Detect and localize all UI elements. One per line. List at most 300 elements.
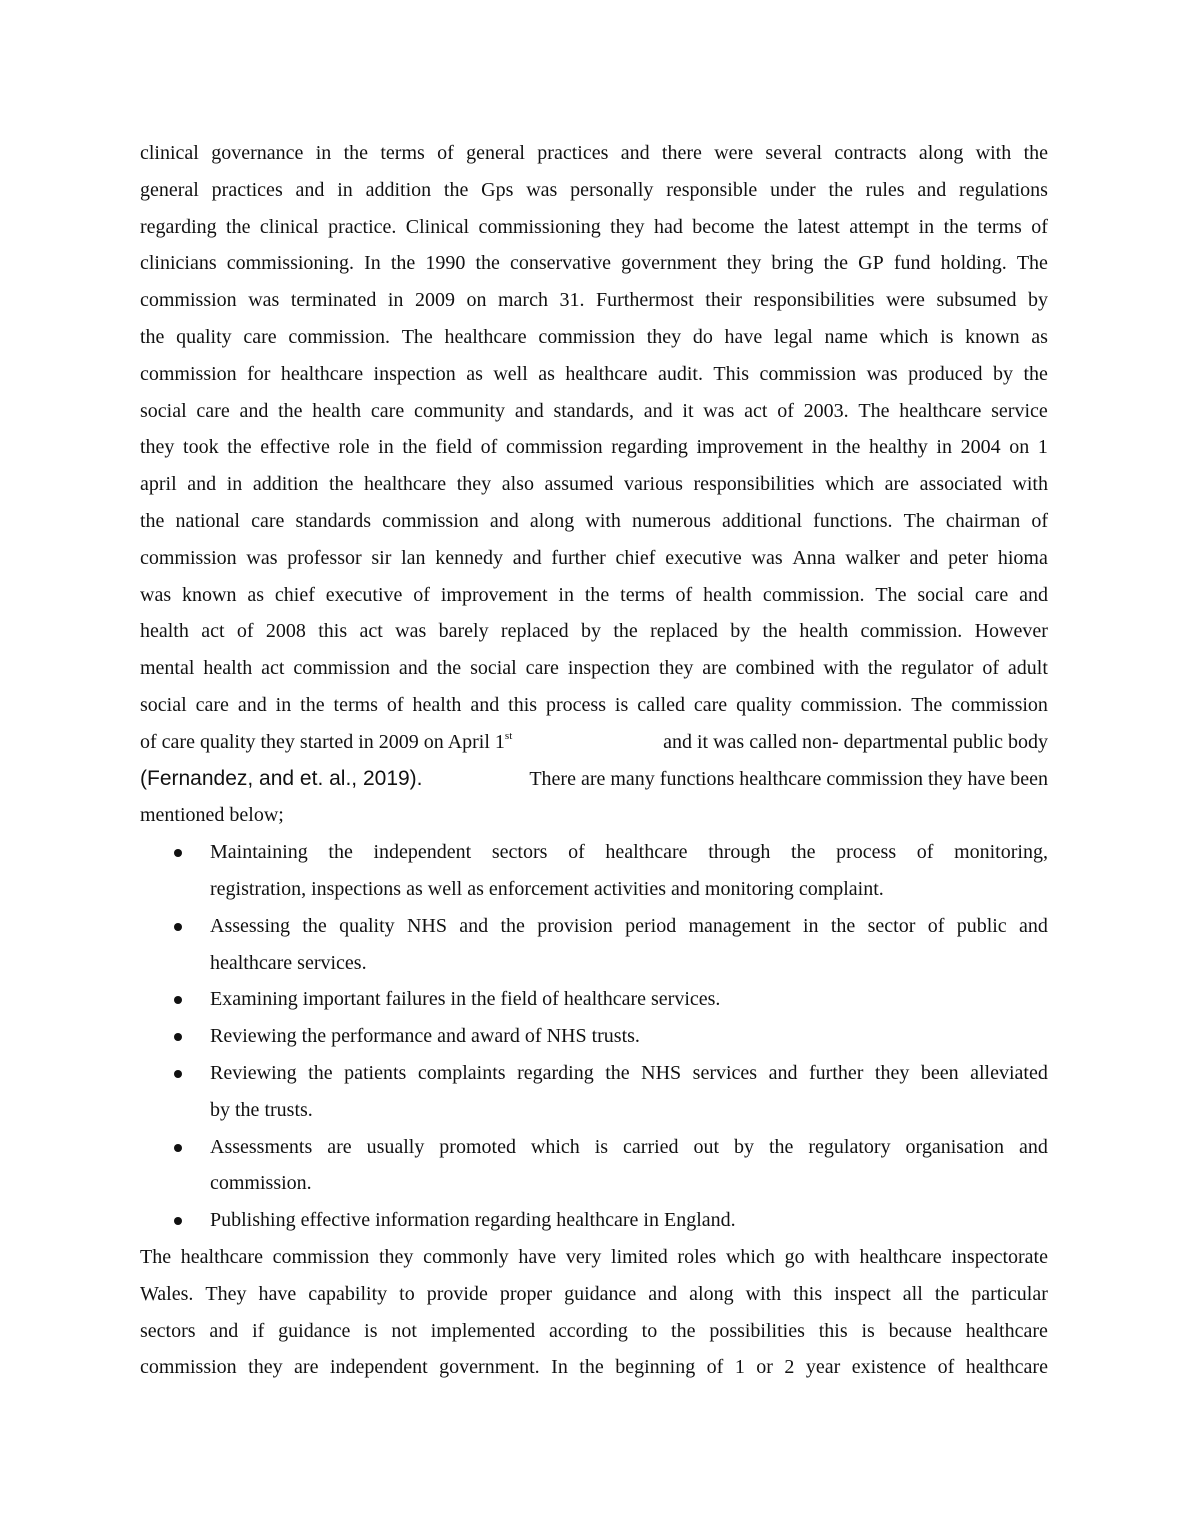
word: or <box>756 1356 773 1379</box>
word: this <box>508 693 538 716</box>
word: audit. <box>657 362 703 385</box>
word: of <box>524 1025 542 1048</box>
word: contracts <box>834 142 907 164</box>
bullet-item <box>140 834 1048 908</box>
word: in <box>275 693 292 716</box>
word: in <box>643 1209 659 1232</box>
word: was <box>395 620 427 643</box>
word: commission. <box>762 583 865 606</box>
word: act <box>201 620 225 643</box>
word: organisation <box>905 1135 1005 1158</box>
bullet-dot-icon <box>174 849 182 857</box>
word: for <box>247 362 271 385</box>
word: The <box>911 693 943 716</box>
word: commissioning <box>478 215 601 238</box>
word: which <box>725 1245 775 1268</box>
word: healthcare <box>563 988 647 1011</box>
word: performance <box>331 1025 433 1048</box>
text-line <box>140 282 1048 319</box>
word: sector <box>867 914 916 937</box>
word: is <box>614 693 629 716</box>
word: in <box>558 583 574 606</box>
word: of <box>675 583 693 606</box>
word: and <box>459 914 489 937</box>
word: clinicians <box>140 252 217 275</box>
word: was <box>246 546 278 569</box>
word: practice. <box>328 215 397 238</box>
bullet-dot-icon <box>174 1144 182 1152</box>
word: 1 <box>1037 436 1048 459</box>
word: care <box>243 325 277 348</box>
word: the <box>823 252 849 275</box>
word: there <box>661 142 702 164</box>
word: combined <box>735 657 815 680</box>
word: terms <box>333 693 378 716</box>
text-line <box>140 1276 1048 1313</box>
text-line <box>140 1349 1048 1386</box>
word: attempt <box>849 215 910 238</box>
word: with <box>585 509 621 532</box>
word: governance <box>211 142 304 164</box>
word: Maintaining <box>210 841 308 864</box>
word: the <box>443 178 469 201</box>
word: commission <box>272 1245 370 1268</box>
word: 1990 <box>425 252 466 275</box>
word: the <box>943 215 969 238</box>
word: practices <box>211 178 283 201</box>
word: commission. <box>288 325 391 348</box>
word: The <box>140 1245 172 1268</box>
word: the <box>762 620 787 643</box>
word: of <box>413 583 430 606</box>
word: they <box>379 1245 414 1268</box>
word: responsibilities <box>693 473 815 496</box>
text-line <box>140 429 1048 466</box>
word: the <box>1023 142 1048 164</box>
word: of <box>937 1356 955 1379</box>
word: healthcare <box>444 325 527 348</box>
word: In <box>364 252 381 275</box>
word: The <box>858 399 890 422</box>
text-line <box>210 834 1048 871</box>
word: usually <box>366 1135 425 1158</box>
word: had <box>653 215 683 238</box>
word: commission. <box>210 1172 312 1195</box>
word: holding. <box>940 252 1007 275</box>
word: healthcare <box>859 1245 942 1268</box>
word: and <box>1019 914 1048 937</box>
bullet-item <box>140 1202 1048 1239</box>
word: regulator <box>901 657 974 680</box>
word: was <box>703 399 735 422</box>
word: well <box>427 877 463 900</box>
word: and <box>1018 1135 1048 1158</box>
word: with <box>823 657 859 680</box>
word: is <box>364 1319 378 1342</box>
word: are <box>294 1356 319 1379</box>
word: healthcare <box>210 951 293 974</box>
word: in <box>918 215 935 238</box>
word: their <box>705 289 742 312</box>
word: not <box>391 1319 417 1342</box>
bullet-dot-icon <box>174 996 182 1004</box>
word: in <box>387 289 404 312</box>
word: the <box>613 620 638 643</box>
word: the <box>475 252 500 275</box>
word: of <box>480 436 498 459</box>
word: monitoring, <box>954 841 1048 864</box>
word: of <box>706 1356 724 1379</box>
word: which <box>825 473 875 496</box>
word: registration, <box>210 877 307 900</box>
word: Reviewing <box>210 1061 297 1084</box>
word: was <box>526 178 558 201</box>
word: they <box>646 325 682 348</box>
word: by <box>1027 289 1048 312</box>
word: the <box>140 325 165 348</box>
word: However <box>974 620 1048 643</box>
word: was <box>140 583 172 606</box>
word: regulatory <box>808 1135 891 1158</box>
word: services. <box>297 951 367 974</box>
word: process <box>836 841 897 864</box>
word: inspect <box>834 1282 891 1305</box>
word: of <box>437 142 454 164</box>
word: independent <box>373 841 472 864</box>
word: role <box>338 436 370 459</box>
word: and <box>295 178 325 201</box>
word: proper <box>499 1282 553 1305</box>
text-line <box>140 356 1048 393</box>
text-line <box>140 172 1048 209</box>
word: inspection <box>373 362 456 385</box>
word: through <box>708 841 771 864</box>
word: which <box>530 1135 580 1158</box>
word: GP <box>858 252 884 275</box>
word: roles <box>677 1245 717 1268</box>
word: the <box>768 1135 794 1158</box>
text-line <box>140 687 1048 724</box>
word: chief <box>274 583 315 606</box>
word: healthcare <box>363 473 447 496</box>
word: the <box>867 657 893 680</box>
word: care <box>370 399 405 422</box>
word: the <box>308 1061 333 1084</box>
word: 2009 <box>414 289 455 312</box>
word: process <box>546 693 606 716</box>
word: regarding <box>611 436 688 459</box>
word: well <box>493 362 528 385</box>
word: sectors <box>140 1319 196 1342</box>
word: improvement <box>696 436 804 459</box>
text-line <box>140 209 1048 246</box>
word: government. <box>439 1356 540 1379</box>
word: they <box>874 1061 910 1084</box>
word: England. <box>663 1209 736 1232</box>
word: numerous <box>632 509 711 532</box>
word: on <box>466 289 487 312</box>
word: practices <box>537 142 609 164</box>
word: with <box>745 1282 782 1305</box>
word: this <box>793 1282 823 1305</box>
word: commission <box>505 436 603 459</box>
text-line <box>140 577 1048 614</box>
text-line <box>210 908 1048 945</box>
word: 2008 <box>265 620 306 643</box>
word: the <box>1023 362 1048 385</box>
word: barely <box>438 620 489 643</box>
text-segment: There are many functions healthcare commission they have been <box>529 767 1048 790</box>
word: regarding <box>474 1209 552 1232</box>
word: act <box>261 657 285 680</box>
word: care <box>525 657 559 680</box>
word: health <box>703 583 752 606</box>
word: by <box>581 620 601 643</box>
word: and <box>909 546 939 569</box>
word: and <box>671 877 700 900</box>
word: addition <box>252 473 319 496</box>
word: in <box>315 142 332 164</box>
word: was <box>751 546 783 569</box>
word: walker <box>845 546 900 569</box>
word: and <box>512 546 542 569</box>
word: were <box>886 289 925 312</box>
bullet-item <box>140 1129 1048 1203</box>
word: been <box>920 1061 959 1084</box>
word: the <box>828 178 853 201</box>
word: act <box>744 399 768 422</box>
word: regulations <box>959 178 1048 201</box>
word: with <box>814 1245 850 1268</box>
word: this <box>318 620 348 643</box>
text-line <box>210 945 1048 982</box>
word: government <box>621 252 717 275</box>
word: the <box>830 914 856 937</box>
word: Examining <box>210 988 298 1011</box>
word: produced <box>908 362 983 385</box>
word: they <box>140 436 175 459</box>
text-line <box>140 1313 1048 1350</box>
word: and <box>470 693 500 716</box>
word: The <box>1016 252 1048 275</box>
word: The <box>401 325 433 348</box>
word: the <box>835 436 861 459</box>
word: was <box>866 362 898 385</box>
word: by <box>730 620 751 643</box>
word: commission <box>951 693 1048 716</box>
word: existence <box>851 1356 927 1379</box>
word: commission <box>140 1356 237 1379</box>
word: commonly <box>423 1245 509 1268</box>
word: they <box>658 657 694 680</box>
word: the <box>584 583 610 606</box>
word: terminated <box>290 289 377 312</box>
text-segment: and it was called non- departmental public body <box>663 730 1048 753</box>
word: terms <box>380 142 425 164</box>
word: regarding <box>517 1061 594 1084</box>
word: Publishing <box>210 1209 296 1232</box>
word: in <box>378 436 394 459</box>
word: mental <box>140 657 195 680</box>
word: 2 <box>784 1356 795 1379</box>
word: The <box>903 509 935 532</box>
word: NHS <box>641 1061 682 1084</box>
word: management <box>688 914 791 937</box>
word: terms <box>620 583 665 606</box>
word: health <box>799 620 849 643</box>
word: the <box>436 657 462 680</box>
word: of <box>916 841 934 864</box>
word: the <box>328 473 354 496</box>
word: the <box>791 841 816 864</box>
text-line-mentioned <box>140 797 1048 834</box>
word: and <box>187 473 217 496</box>
word: social <box>470 657 517 680</box>
word: and <box>1019 583 1048 606</box>
word: commission <box>140 289 237 312</box>
text-line-april <box>140 724 1048 761</box>
word: the <box>671 1319 696 1342</box>
word: the <box>235 1098 260 1121</box>
word: trusts. <box>264 1098 313 1121</box>
word: of <box>542 988 559 1011</box>
word: provide <box>426 1282 488 1305</box>
word: healthcare <box>605 841 688 864</box>
word: commissioning. <box>226 252 354 275</box>
word: clinical <box>140 142 199 164</box>
word: healthcare <box>965 1356 1048 1379</box>
word: health <box>412 693 462 716</box>
word: replaced <box>500 620 569 643</box>
word: health <box>312 399 362 422</box>
word: of <box>1031 509 1048 532</box>
word: in <box>337 178 353 201</box>
word: they <box>610 215 645 238</box>
word: in <box>450 988 467 1011</box>
word: of <box>568 841 585 864</box>
text-line <box>140 1239 1048 1276</box>
word: chief <box>615 546 656 569</box>
text-segment: of care quality they started in 2009 on April 1st <box>140 729 513 753</box>
word: clinical <box>259 215 319 238</box>
superscript-st: st <box>504 729 513 742</box>
word: the <box>500 914 525 937</box>
word: 31. <box>559 289 585 312</box>
word: legal <box>773 325 813 348</box>
text-line <box>210 1018 1048 1055</box>
citation: (Fernandez, and et. al., 2019). <box>140 766 423 790</box>
word: by <box>993 362 1013 385</box>
word: have <box>258 1282 297 1305</box>
word: particular <box>971 1282 1048 1305</box>
word: responsible <box>666 178 758 201</box>
text-line <box>210 981 1048 1018</box>
word: terms <box>977 215 1022 238</box>
word: they <box>248 1356 283 1379</box>
word: They <box>205 1282 247 1305</box>
word: along <box>529 509 575 532</box>
word: which <box>879 325 929 348</box>
word: and <box>209 1319 239 1342</box>
word: as <box>1031 325 1048 348</box>
text-segment: mentioned below; <box>140 804 284 827</box>
word: along <box>689 1282 734 1305</box>
word: of <box>236 620 254 643</box>
word: took <box>183 436 219 459</box>
word: very <box>565 1245 602 1268</box>
word: commission <box>538 325 636 348</box>
word: the <box>579 1356 604 1379</box>
word: commission. <box>860 620 963 643</box>
word: the <box>343 142 369 164</box>
text-line-citation <box>140 761 1048 798</box>
text-line <box>140 650 1048 687</box>
word: general <box>466 142 525 164</box>
word: called <box>637 693 685 716</box>
word: are <box>702 657 727 680</box>
word: rules <box>865 178 905 201</box>
word: act <box>359 620 383 643</box>
word: further <box>551 546 606 569</box>
word: alleviated <box>970 1061 1048 1084</box>
word: become <box>692 215 755 238</box>
word: healthcare <box>965 1319 1048 1342</box>
word: the <box>605 1061 630 1084</box>
word: patients <box>344 1061 407 1084</box>
word: important <box>302 988 381 1011</box>
word: public <box>956 914 1007 937</box>
word: responsibilities <box>753 289 875 312</box>
word: social <box>140 693 187 716</box>
word: and <box>917 178 947 201</box>
word: 1 <box>734 1356 745 1379</box>
bullet-dot-icon <box>174 923 182 931</box>
word: latest <box>797 215 840 238</box>
word: regarding <box>140 215 217 238</box>
word: period <box>625 914 677 937</box>
word: NHS <box>546 1025 587 1048</box>
word: commission <box>759 362 857 385</box>
word: this <box>818 1319 848 1342</box>
text-line <box>140 135 1048 172</box>
word: information <box>375 1209 470 1232</box>
text-line <box>210 1092 1048 1129</box>
word: with <box>1012 473 1048 496</box>
word: and <box>489 509 519 532</box>
word: services. <box>651 988 721 1011</box>
word: because <box>888 1319 952 1342</box>
word: adult <box>1007 657 1048 680</box>
word: and <box>237 693 267 716</box>
bullet-item <box>140 981 1048 1018</box>
word: replaced <box>650 620 718 643</box>
word: if <box>252 1319 265 1342</box>
word: Anna <box>792 546 836 569</box>
paragraph-2 <box>140 1239 1048 1386</box>
word: inspection <box>567 657 651 680</box>
word: care <box>693 693 728 716</box>
word: quality <box>176 325 232 348</box>
word: under <box>770 178 816 201</box>
word: NHS <box>406 914 447 937</box>
word: known <box>965 325 1020 348</box>
word: they <box>456 473 492 496</box>
paragraph-1 <box>140 135 1048 724</box>
word: professor <box>287 546 362 569</box>
word: promoted <box>439 1135 516 1158</box>
bullet-list <box>140 834 1048 1239</box>
word: monitoring <box>704 877 794 900</box>
